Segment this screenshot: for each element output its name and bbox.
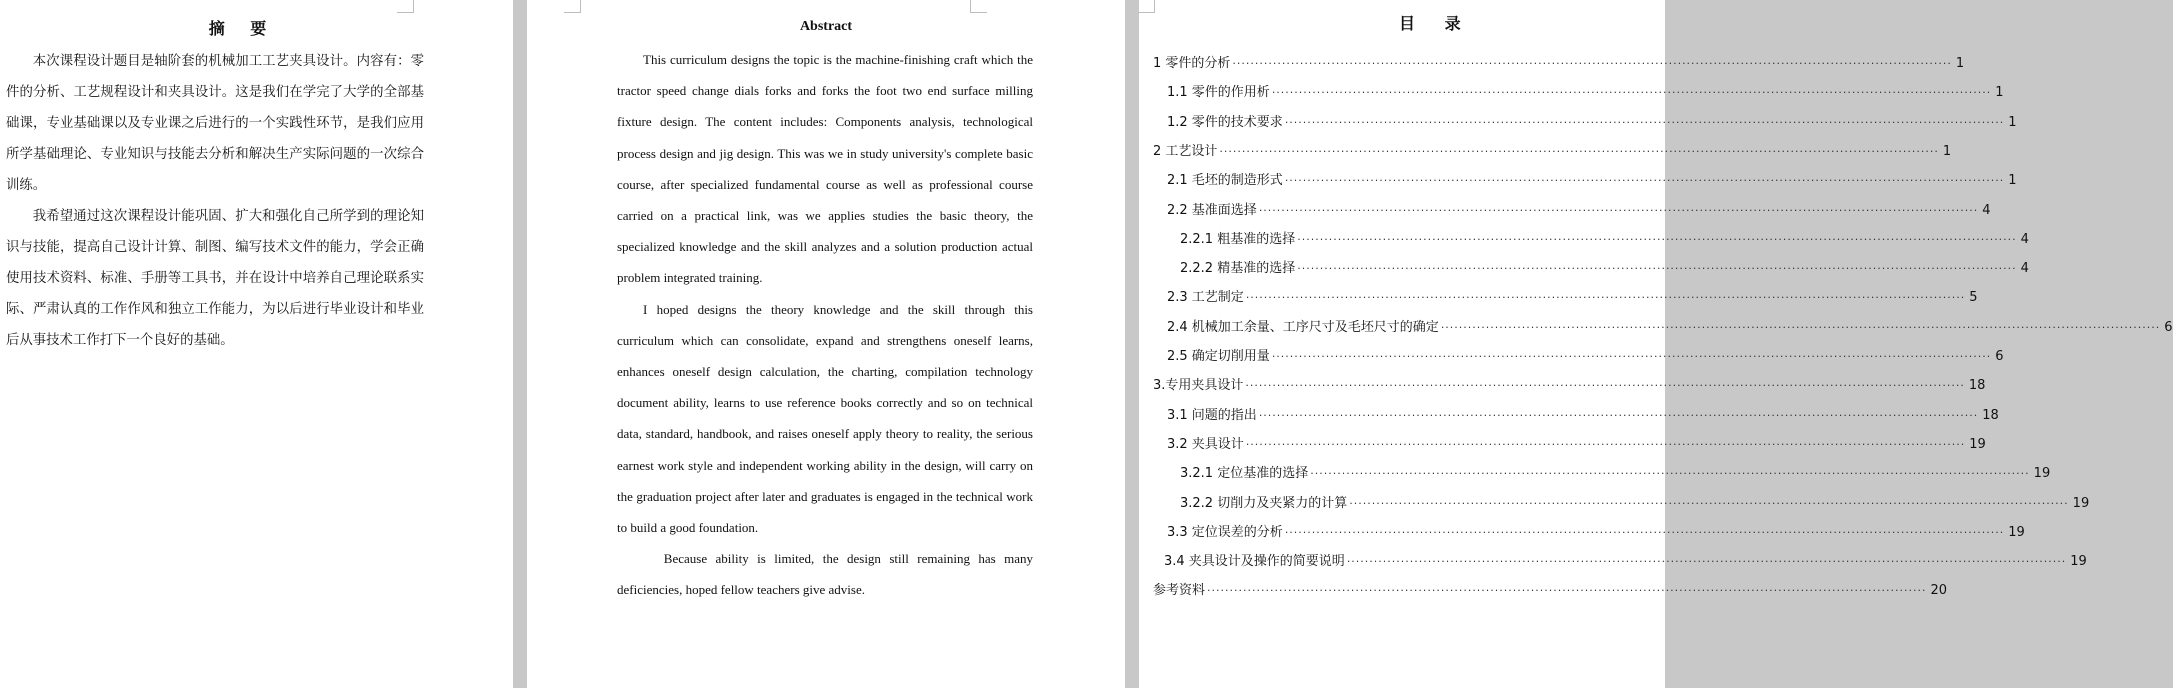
- page-corner-mark: [564, 0, 581, 13]
- toc-title: 目 录: [1399, 14, 1473, 33]
- toc-entry[interactable]: [1167, 111, 2017, 135]
- toc-entry[interactable]: [1167, 286, 1978, 310]
- toc-dot-leader: ································································································································································: [1271, 350, 1992, 363]
- toc-entry-label: 3.3 定位误差的分析: [1167, 524, 1283, 540]
- toc-entry-label: 2.2 基准面选择: [1167, 202, 1257, 218]
- toc-entry-page: 18: [1982, 407, 1999, 423]
- abstract-cn-paragraph: 我希望通过这次课程设计能巩固、扩大和强化自己所学到的理论知识与技能，提高自己设计计算、制图、编写技术文件的能力，学会正确使用技术资料、标准、手册等工具书，并在设计中培养自己理论联系实际、严肃认真的工作作风和独立工作能力，为以后进行毕业设计和毕业后从事技术工作打下一个良好的基础。: [6, 209, 424, 348]
- toc-entry-page: 19: [2033, 466, 2051, 482]
- toc-dot-leader: ································································································································································: [1297, 232, 2017, 246]
- abstract-cn-paragraph: 本次课程设计题目是轴阶套的机械加工工艺夹具设计。内容有：零件的分析、工艺规程设计和夹具设计。这是我们在学完了大学的全部基础课，专业基础课以及专业课之后进行的一个实践性环节，是我们应用所学基础理论、专业知识与技能去分析和解决生产实际问题的一次综合训练。: [6, 54, 424, 193]
- abstract-cn-title: 摘 要: [208, 19, 277, 38]
- toc-dot-leader: ································································································································································: [1207, 584, 1927, 598]
- page-abstract-cn: [0, 0, 513, 688]
- toc-entry[interactable]: [1167, 169, 2017, 193]
- toc-dot-leader: ································································································································································: [1271, 86, 1992, 100]
- page-toc: [1139, 0, 2173, 688]
- toc-entry[interactable]: [1167, 433, 1986, 457]
- toc-entry-label: 3.专用夹具设计: [1153, 378, 1244, 394]
- toc-entry-page: 6: [1995, 349, 2004, 364]
- page-corner-mark: [1138, 0, 1155, 13]
- toc-entry[interactable]: [1180, 228, 2029, 252]
- toc-entry[interactable]: [1167, 404, 1999, 428]
- toc-entry-page: 18: [1968, 378, 1986, 394]
- abstract-en-paragraph: This curriculum designs the topic is the machine-finishing craft which the tractor speed change dials forks and forks the foot two end surface milling fixture design. The content includes: Components analysis, technological process design and jig design. This was we in study university's complete basic course, after specialized fundamental course as well as professional course carried on a practical link, was we applies studies the basic theory, the specialized knowledge and the skill analyzes and a solution production actual problem integrated training.: [617, 52, 1033, 286]
- toc-entry-label: 3.2.1 定位基准的选择: [1180, 466, 1309, 482]
- toc-entry-label: 3.1 问题的指出: [1167, 407, 1257, 423]
- toc-dot-leader: ································································································································································: [1245, 291, 1966, 305]
- toc-entry[interactable]: [1153, 52, 1965, 76]
- toc-entry[interactable]: [1180, 462, 2051, 486]
- toc-entry[interactable]: [1164, 550, 2087, 574]
- toc-entry-label: 3.4 夹具设计及操作的简要说明: [1164, 554, 1345, 570]
- toc-entry[interactable]: [1180, 257, 2029, 281]
- toc-entry-label: 3.2 夹具设计: [1167, 436, 1244, 452]
- toc-dot-leader: ································································································································································: [1440, 320, 2161, 334]
- abstract-en-title: Abstract: [799, 19, 853, 34]
- toc-dot-leader: ································································································································································: [1284, 115, 2005, 129]
- toc-entry-label: 1.2 零件的技术要求: [1167, 114, 1283, 130]
- toc-entry-page: 4: [2020, 261, 2029, 277]
- toc-entry[interactable]: [1167, 316, 2173, 340]
- toc-entry-label: 2.3 工艺制定: [1167, 290, 1244, 306]
- toc-entry[interactable]: [1153, 140, 1952, 164]
- toc-entry-label: 2 工艺设计: [1153, 143, 1218, 159]
- toc-dot-leader: ································································································································································: [1219, 144, 1939, 158]
- toc-entry-label: 3.2.2 切削力及夹紧力的计算: [1180, 495, 1348, 511]
- toc-entry[interactable]: [1167, 199, 1991, 223]
- toc-entry-page: 6: [2164, 319, 2173, 335]
- toc-entry-page: 1: [2008, 173, 2017, 189]
- toc-entry-page: 19: [2008, 524, 2025, 540]
- toc-entry[interactable]: [1167, 81, 2004, 105]
- toc-dot-leader: ································································································································································: [1258, 203, 1979, 217]
- page-corner-mark: [970, 0, 987, 13]
- abstract-en-paragraph: Because ability is limited, the design still remaining has many deficiencies, hoped fellow teachers give advise.: [617, 551, 1033, 598]
- toc-entry-page: 19: [1969, 436, 1986, 452]
- toc-dot-leader: ································································································································································: [1284, 525, 2005, 539]
- toc-entry-label: 2.2.1 粗基准的选择: [1180, 231, 1296, 247]
- toc-entry-page: 4: [2020, 231, 2029, 247]
- toc-entry-label: 2.5 确定切削用量: [1167, 349, 1270, 364]
- toc-entry[interactable]: [1167, 345, 2004, 369]
- toc-dot-leader: ································································································································································: [1346, 555, 2067, 569]
- toc-entry-page: 20: [1930, 583, 1948, 599]
- toc-entry-label: 1 零件的分析: [1153, 56, 1231, 71]
- toc-entry-label: 1.1 零件的作用析: [1167, 85, 1270, 101]
- toc-entry-page: 19: [2072, 495, 2090, 511]
- page-corner-mark: [397, 0, 414, 13]
- toc-entry-label: 2.2.2 精基准的选择: [1180, 261, 1296, 277]
- toc-entry-label: 2.1 毛坯的制造形式: [1167, 173, 1283, 189]
- toc-dot-leader: ································································································································································: [1297, 262, 2017, 276]
- toc-entry-page: 1: [1955, 56, 1965, 71]
- toc-dot-leader: ································································································································································: [1245, 379, 1965, 393]
- toc-entry-label: 2.4 机械加工余量、工序尺寸及毛坯尺寸的确定: [1167, 319, 1439, 335]
- toc-dot-leader: ································································································································································: [1284, 174, 2005, 188]
- toc-entry-page: 5: [1969, 290, 1978, 306]
- page-abstract-en: [527, 0, 1125, 688]
- abstract-en-body: [617, 44, 1033, 606]
- toc-entry[interactable]: [1153, 374, 1986, 398]
- toc-dot-leader: ································································································································································: [1258, 408, 1979, 422]
- toc-dot-leader: ································································································································································: [1245, 437, 1966, 451]
- toc-dot-leader: ································································································································································: [1232, 57, 1952, 70]
- abstract-en-paragraph: I hoped designs the theory knowledge and the skill through this curriculum which can consolidate, expand and strengthens oneself learns, enhances oneself design calculation, the charting, compilation technology document ability, learns to use reference books correctly and so on technical data, standard, handbook, and raises oneself apply theory to reality, the serious earnest work style and independent working ability in the design, will carry on the graduation project after later and graduates is engaged in the technical work to build a good foundation.: [617, 301, 1033, 536]
- toc-entry-page: 4: [1982, 202, 1991, 218]
- abstract-cn-body: [6, 46, 424, 356]
- toc-entry[interactable]: [1167, 521, 2025, 545]
- toc-entry[interactable]: [1180, 492, 2090, 516]
- toc-dot-leader: ································································································································································: [1349, 496, 2069, 510]
- toc-entry-label: 参考资料: [1153, 583, 1206, 599]
- toc-entry-page: 19: [2070, 554, 2087, 570]
- toc-entry-page: 1: [1942, 143, 1952, 159]
- toc-entry-page: 1: [1995, 85, 2004, 101]
- toc-entry[interactable]: [1153, 579, 1948, 603]
- toc-entry-page: 1: [2008, 114, 2017, 130]
- toc-dot-leader: ································································································································································: [1310, 467, 2030, 481]
